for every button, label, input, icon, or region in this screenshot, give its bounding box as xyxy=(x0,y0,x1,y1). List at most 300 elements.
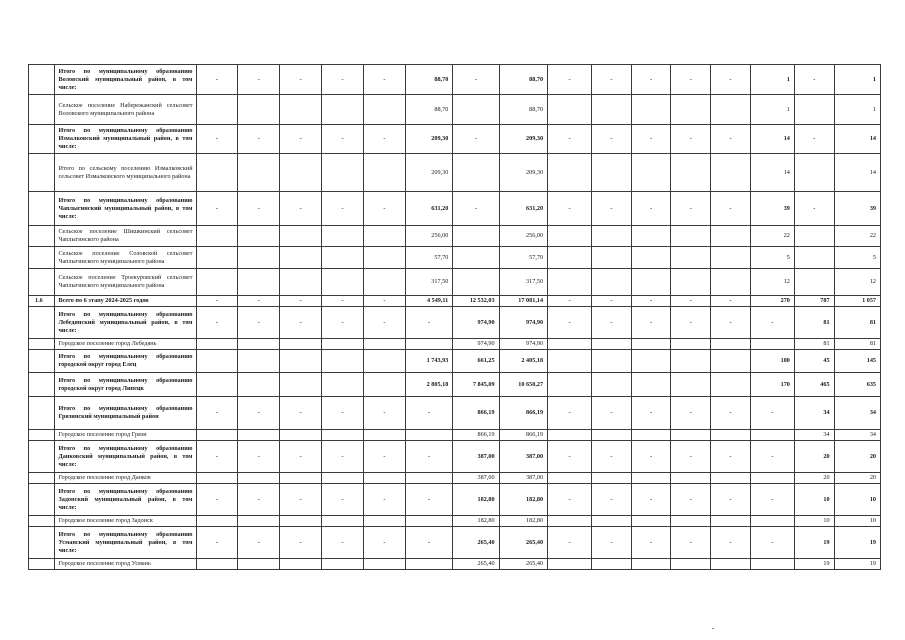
value-cell: 10 650,27 xyxy=(499,373,547,397)
value-cell xyxy=(671,339,711,350)
value-cell xyxy=(750,430,794,441)
value-cell xyxy=(631,516,671,527)
value-cell: 19 xyxy=(834,527,880,559)
value-cell xyxy=(592,339,632,350)
table-row xyxy=(29,95,881,125)
value-cell xyxy=(711,373,751,397)
value-cell xyxy=(548,373,592,397)
value-cell xyxy=(238,226,280,247)
value-cell: - xyxy=(238,192,280,226)
value-cell xyxy=(592,559,632,570)
value-cell xyxy=(322,516,364,527)
value-cell: 387,00 xyxy=(453,441,499,473)
value-cell: 170 xyxy=(750,373,794,397)
value-cell: - xyxy=(548,125,592,154)
value-cell: 631,20 xyxy=(405,192,452,226)
value-cell xyxy=(592,154,632,192)
value-cell: 182,80 xyxy=(453,516,499,527)
value-cell xyxy=(750,559,794,570)
value-cell xyxy=(238,247,280,269)
municipality-name-cell: Городское поселение город Лебедянь xyxy=(55,339,196,350)
value-cell: 17 081,14 xyxy=(499,296,547,307)
value-cell: - xyxy=(592,65,632,95)
value-cell: - xyxy=(671,441,711,473)
table-row xyxy=(29,559,881,570)
value-cell: 1 xyxy=(834,65,880,95)
value-cell xyxy=(592,373,632,397)
value-cell: - xyxy=(631,441,671,473)
value-cell xyxy=(238,350,280,373)
value-cell xyxy=(364,559,406,570)
value-cell: - xyxy=(322,397,364,430)
value-cell: 12 xyxy=(834,269,880,296)
table-row xyxy=(29,125,881,154)
value-cell xyxy=(750,339,794,350)
value-cell xyxy=(364,350,406,373)
value-cell: 387,00 xyxy=(499,441,547,473)
value-cell xyxy=(592,473,632,484)
municipality-name-cell: Сельское поселение Соловской сельсовет Чаплыгинского муниципального района xyxy=(55,247,196,269)
value-cell: - xyxy=(794,65,834,95)
value-cell: 12 xyxy=(750,269,794,296)
municipality-name-cell: Сельское поселение Шишкинский сельсовет Чаплыгинского района xyxy=(55,226,196,247)
value-cell: - xyxy=(631,484,671,516)
value-cell xyxy=(364,430,406,441)
value-cell xyxy=(711,516,751,527)
value-cell: - xyxy=(364,296,406,307)
value-cell: - xyxy=(453,65,499,95)
value-cell xyxy=(671,430,711,441)
value-cell xyxy=(548,269,592,296)
value-cell xyxy=(711,247,751,269)
value-cell: 465 xyxy=(794,373,834,397)
table-row xyxy=(29,226,881,247)
value-cell: - xyxy=(322,307,364,339)
value-cell: 974,90 xyxy=(499,339,547,350)
value-cell xyxy=(592,226,632,247)
value-cell xyxy=(238,473,280,484)
value-cell xyxy=(196,95,238,125)
table-row xyxy=(29,516,881,527)
value-cell: - xyxy=(364,307,406,339)
value-cell: 265,40 xyxy=(453,559,499,570)
value-cell: - xyxy=(238,441,280,473)
value-cell xyxy=(711,339,751,350)
value-cell: - xyxy=(280,441,322,473)
value-cell: 974,90 xyxy=(453,307,499,339)
row-number-cell xyxy=(29,65,55,95)
value-cell: 631,20 xyxy=(499,192,547,226)
value-cell: - xyxy=(711,65,751,95)
value-cell: 100 xyxy=(750,350,794,373)
value-cell: - xyxy=(364,397,406,430)
value-cell xyxy=(453,154,499,192)
municipality-name-cell: Городское поселение город Задонск xyxy=(55,516,196,527)
value-cell: - xyxy=(711,296,751,307)
value-cell xyxy=(364,373,406,397)
municipality-name-cell: Сельское поселение Набережанский сельсовет Воловского муниципального района xyxy=(55,95,196,125)
value-cell xyxy=(238,373,280,397)
value-cell xyxy=(631,247,671,269)
value-cell: - xyxy=(453,125,499,154)
row-number-cell xyxy=(29,350,55,373)
value-cell: - xyxy=(364,484,406,516)
value-cell: - xyxy=(631,397,671,430)
table-row xyxy=(29,65,881,95)
value-cell xyxy=(322,350,364,373)
value-cell: - xyxy=(364,125,406,154)
value-cell: 81 xyxy=(834,307,880,339)
value-cell xyxy=(794,247,834,269)
value-cell xyxy=(592,350,632,373)
value-cell xyxy=(794,269,834,296)
value-cell: - xyxy=(592,296,632,307)
value-cell: 10 xyxy=(794,516,834,527)
value-cell: - xyxy=(364,65,406,95)
value-cell: - xyxy=(196,484,238,516)
value-cell: 81 xyxy=(794,307,834,339)
value-cell: 19 xyxy=(794,559,834,570)
municipality-name-cell: Итого по муниципальному образованию городской округ город Липецк xyxy=(55,373,196,397)
value-cell: 265,40 xyxy=(499,559,547,570)
value-cell: 182,80 xyxy=(499,484,547,516)
value-cell: 45 xyxy=(794,350,834,373)
value-cell: - xyxy=(405,397,452,430)
value-cell: - xyxy=(453,192,499,226)
table-row xyxy=(29,247,881,269)
value-cell: 661,25 xyxy=(453,350,499,373)
value-cell: 81 xyxy=(794,339,834,350)
value-cell: 34 xyxy=(834,430,880,441)
value-cell xyxy=(238,154,280,192)
row-number-cell xyxy=(29,516,55,527)
value-cell xyxy=(548,95,592,125)
value-cell xyxy=(592,269,632,296)
value-cell: 20 xyxy=(834,473,880,484)
value-cell: 209,30 xyxy=(405,154,452,192)
value-cell: - xyxy=(405,527,452,559)
value-cell: - xyxy=(322,125,364,154)
value-cell xyxy=(750,516,794,527)
value-cell: - xyxy=(592,307,632,339)
value-cell xyxy=(631,373,671,397)
value-cell: 19 xyxy=(794,527,834,559)
value-cell: - xyxy=(671,125,711,154)
value-cell: - xyxy=(592,397,632,430)
table-row xyxy=(29,339,881,350)
value-cell xyxy=(322,247,364,269)
value-cell: 974,90 xyxy=(453,339,499,350)
value-cell: - xyxy=(280,527,322,559)
value-cell xyxy=(322,373,364,397)
municipality-name-cell: Итого по муниципальному образованию Данковский муниципальный район, в том числе: xyxy=(55,441,196,473)
value-cell xyxy=(631,226,671,247)
municipality-name-cell: Итого по муниципальному образованию Чаплыгинский муниципальный район, в том числе: xyxy=(55,192,196,226)
value-cell xyxy=(322,430,364,441)
value-cell xyxy=(592,430,632,441)
municipality-name-cell: Итого по муниципальному образованию Грязинский муниципальный район xyxy=(55,397,196,430)
value-cell: 317,50 xyxy=(499,269,547,296)
value-cell: - xyxy=(711,125,751,154)
value-cell xyxy=(453,226,499,247)
table-row xyxy=(29,192,881,226)
value-cell xyxy=(453,95,499,125)
value-cell: 88,70 xyxy=(499,65,547,95)
value-cell xyxy=(364,247,406,269)
value-cell xyxy=(671,473,711,484)
municipality-name-cell: Городское поселение город Усмань xyxy=(55,559,196,570)
value-cell xyxy=(592,95,632,125)
value-cell: - xyxy=(794,192,834,226)
value-cell: 5 xyxy=(750,247,794,269)
value-cell: - xyxy=(711,397,751,430)
municipality-name-cell: Итого по муниципальному образованию Измалковский муниципальный район, в том числе: xyxy=(55,125,196,154)
value-cell xyxy=(548,154,592,192)
value-cell xyxy=(364,339,406,350)
municipality-name-cell: Итого по муниципальному образованию Лебедянский муниципальный район, в том числе: xyxy=(55,307,196,339)
row-number-cell xyxy=(29,307,55,339)
value-cell: 2 805,18 xyxy=(405,373,452,397)
value-cell: 387,00 xyxy=(453,473,499,484)
value-cell: - xyxy=(322,192,364,226)
value-cell: 19 xyxy=(834,559,880,570)
value-cell: - xyxy=(671,397,711,430)
value-cell xyxy=(238,95,280,125)
value-cell: - xyxy=(750,484,794,516)
value-cell: - xyxy=(238,527,280,559)
value-cell: 20 xyxy=(834,441,880,473)
value-cell: 88,70 xyxy=(499,95,547,125)
value-cell: - xyxy=(280,65,322,95)
value-cell: - xyxy=(322,296,364,307)
value-cell: - xyxy=(196,125,238,154)
value-cell xyxy=(280,373,322,397)
row-number-cell xyxy=(29,154,55,192)
row-number-cell xyxy=(29,473,55,484)
value-cell: - xyxy=(405,307,452,339)
value-cell: - xyxy=(238,484,280,516)
value-cell xyxy=(405,339,452,350)
table-body xyxy=(29,65,881,570)
value-cell: - xyxy=(364,441,406,473)
value-cell: 34 xyxy=(794,397,834,430)
value-cell xyxy=(364,154,406,192)
value-cell xyxy=(548,339,592,350)
value-cell xyxy=(711,430,751,441)
value-cell xyxy=(364,95,406,125)
row-number-cell xyxy=(29,95,55,125)
value-cell: - xyxy=(631,192,671,226)
value-cell: - xyxy=(196,307,238,339)
value-cell: 5 xyxy=(834,247,880,269)
value-cell: - xyxy=(750,441,794,473)
scan-speck xyxy=(712,628,714,629)
value-cell: 635 xyxy=(834,373,880,397)
value-cell: - xyxy=(750,397,794,430)
value-cell xyxy=(548,559,592,570)
value-cell: 22 xyxy=(834,226,880,247)
value-cell xyxy=(671,226,711,247)
value-cell: 57,70 xyxy=(499,247,547,269)
value-cell: 209,30 xyxy=(499,154,547,192)
value-cell: 20 xyxy=(794,441,834,473)
value-cell xyxy=(196,154,238,192)
value-cell xyxy=(671,350,711,373)
value-cell xyxy=(631,350,671,373)
table-row xyxy=(29,397,881,430)
value-cell xyxy=(280,516,322,527)
value-cell: - xyxy=(238,296,280,307)
row-number-cell xyxy=(29,373,55,397)
value-cell: 10 xyxy=(834,516,880,527)
value-cell xyxy=(322,269,364,296)
value-cell: - xyxy=(196,527,238,559)
value-cell: 14 xyxy=(750,154,794,192)
value-cell xyxy=(322,559,364,570)
value-cell xyxy=(280,339,322,350)
value-cell xyxy=(671,154,711,192)
municipality-name-cell: Итого по муниципальному образованию Воловский муниципальный район, в том числе: xyxy=(55,65,196,95)
row-number-cell xyxy=(29,192,55,226)
municipality-name-cell: Городское поселение город Грязи xyxy=(55,430,196,441)
value-cell xyxy=(711,95,751,125)
value-cell xyxy=(631,430,671,441)
value-cell xyxy=(711,226,751,247)
value-cell xyxy=(280,95,322,125)
value-cell: - xyxy=(592,484,632,516)
value-cell: - xyxy=(711,527,751,559)
value-cell xyxy=(405,430,452,441)
municipality-name-cell: Итого по муниципальному образованию Усманский муниципальный район, в том числе: xyxy=(55,527,196,559)
table-row xyxy=(29,430,881,441)
value-cell: - xyxy=(238,397,280,430)
value-cell: - xyxy=(280,296,322,307)
value-cell: 1 057 xyxy=(834,296,880,307)
value-cell: - xyxy=(280,307,322,339)
value-cell: - xyxy=(364,527,406,559)
value-cell: - xyxy=(322,484,364,516)
value-cell: - xyxy=(322,65,364,95)
value-cell: 81 xyxy=(834,339,880,350)
value-cell xyxy=(238,339,280,350)
table-row xyxy=(29,484,881,516)
row-number-cell xyxy=(29,397,55,430)
value-cell xyxy=(794,226,834,247)
value-cell: 866,19 xyxy=(499,430,547,441)
table-row xyxy=(29,527,881,559)
value-cell: 256,00 xyxy=(405,226,452,247)
value-cell: 974,90 xyxy=(499,307,547,339)
value-cell: - xyxy=(711,192,751,226)
value-cell xyxy=(196,559,238,570)
value-cell xyxy=(196,339,238,350)
value-cell: - xyxy=(631,307,671,339)
value-cell: - xyxy=(671,527,711,559)
table-row xyxy=(29,154,881,192)
value-cell xyxy=(631,473,671,484)
row-number-cell: 1.6 xyxy=(29,296,55,307)
value-cell xyxy=(631,559,671,570)
value-cell xyxy=(631,339,671,350)
value-cell: 20 xyxy=(794,473,834,484)
row-number-cell xyxy=(29,247,55,269)
value-cell xyxy=(548,226,592,247)
municipality-name-cell: Итого по муниципальному образованию Задонский муниципальный район, в том числе: xyxy=(55,484,196,516)
value-cell: - xyxy=(671,307,711,339)
value-cell xyxy=(322,339,364,350)
municipality-name-cell: Городское поселение город Данков xyxy=(55,473,196,484)
value-cell: - xyxy=(548,397,592,430)
row-number-cell xyxy=(29,226,55,247)
value-cell: - xyxy=(750,527,794,559)
value-cell: - xyxy=(548,484,592,516)
value-cell: - xyxy=(196,397,238,430)
value-cell xyxy=(711,269,751,296)
value-cell xyxy=(405,559,452,570)
table-row xyxy=(29,441,881,473)
value-cell: - xyxy=(238,125,280,154)
table-row xyxy=(29,350,881,373)
value-cell: 39 xyxy=(834,192,880,226)
value-cell: - xyxy=(405,484,452,516)
value-cell: 14 xyxy=(750,125,794,154)
value-cell: 265,40 xyxy=(453,527,499,559)
value-cell: 866,19 xyxy=(453,397,499,430)
value-cell: 34 xyxy=(834,397,880,430)
value-cell: - xyxy=(238,307,280,339)
municipality-name-cell: Итого по сельскому поселению Измалковский сельсовет Измалковского муниципального района xyxy=(55,154,196,192)
value-cell xyxy=(794,95,834,125)
value-cell xyxy=(196,350,238,373)
value-cell xyxy=(631,95,671,125)
value-cell: 7 845,09 xyxy=(453,373,499,397)
value-cell: - xyxy=(364,192,406,226)
value-cell: 1 xyxy=(834,95,880,125)
value-cell: 270 xyxy=(750,296,794,307)
value-cell: 182,80 xyxy=(453,484,499,516)
value-cell: 387,00 xyxy=(499,473,547,484)
value-cell: 2 405,18 xyxy=(499,350,547,373)
row-number-cell xyxy=(29,484,55,516)
value-cell xyxy=(322,473,364,484)
table-row xyxy=(29,373,881,397)
value-cell xyxy=(238,516,280,527)
municipality-name-cell: Всего по 6 этапу 2024-2025 годов xyxy=(55,296,196,307)
value-cell xyxy=(453,247,499,269)
value-cell: - xyxy=(405,441,452,473)
value-cell: 265,40 xyxy=(499,527,547,559)
value-cell: - xyxy=(196,296,238,307)
value-cell: - xyxy=(671,65,711,95)
value-cell: - xyxy=(548,65,592,95)
value-cell: 12 532,03 xyxy=(453,296,499,307)
value-cell: 1 743,93 xyxy=(405,350,452,373)
value-cell: 145 xyxy=(834,350,880,373)
value-cell: 4 549,11 xyxy=(405,296,452,307)
value-cell xyxy=(631,154,671,192)
value-cell xyxy=(592,516,632,527)
table-row xyxy=(29,307,881,339)
value-cell xyxy=(631,269,671,296)
value-cell xyxy=(196,516,238,527)
value-cell: - xyxy=(592,192,632,226)
value-cell: - xyxy=(631,65,671,95)
value-cell xyxy=(280,269,322,296)
value-cell: - xyxy=(548,527,592,559)
value-cell: - xyxy=(711,307,751,339)
row-number-cell xyxy=(29,125,55,154)
row-number-cell xyxy=(29,527,55,559)
